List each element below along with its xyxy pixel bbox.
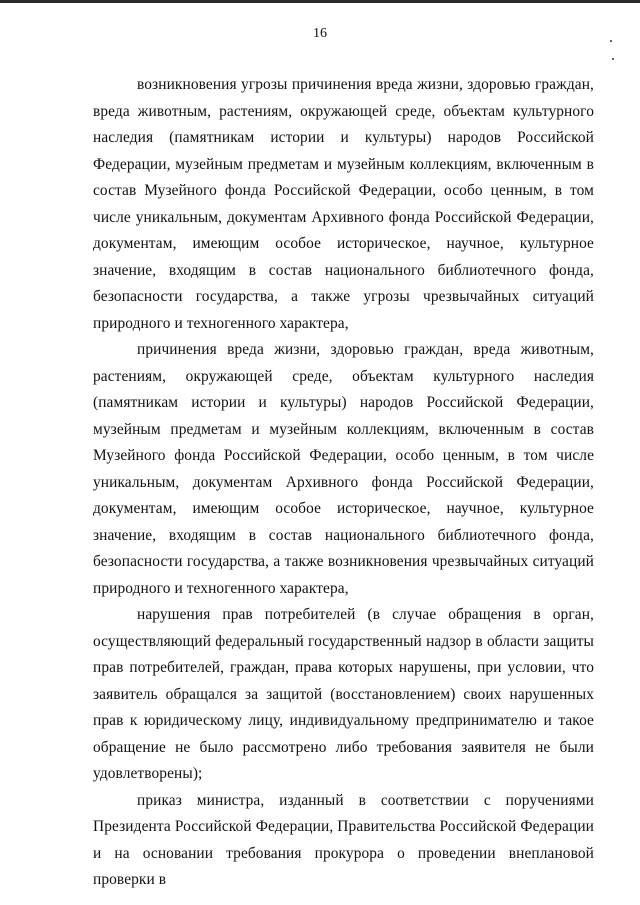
top-border-line <box>0 0 640 3</box>
paragraph-consumer-rights: нарушения прав потребителей (в случае обращения в орган, осуществляющий федеральный государственный надзор в области защиты прав потребителей, граждан, права которых нарушены, при условии, что заявитель обращался за защитой (восстановлением) своих нарушенных прав к юридическому лицу, индивидуальному предпринимателю и такое обращение не было рассмотрено либо требования заявителя не были удовлетворены); <box>93 606 594 782</box>
paragraph-causing-harm: причинения вреда жизни, здоровью граждан, вреда животным, растениям, окружающей среде, объектам культурного наследия (памятникам истории и культуры) народов Российской Федерации, музейным предметам и музейным коллекциям, включенным в состав Музейного фонда Российской Федерации, особо ценным, в том числе уникальным, документам Архивного фонда Российской Федерации, документам, имеющим особое историческое, научное, культурное значение, входящим в состав национального библиотечного фонда, безопасности государства, а также возникновения чрезвычайных ситуаций природного и техногенного характера, <box>93 341 594 597</box>
page-number: 16 <box>313 26 327 41</box>
paragraph-ministerial-order: приказ министра, изданный в соответствии с поручениями Президента Российской Федерации, Правительства Российской Федерации и на основании требования прокурора о проведении внеплановой проверки в <box>93 791 594 888</box>
document-body <box>93 72 594 894</box>
paragraph-threat-of-harm: возникновения угрозы причинения вреда жизни, здоровью граждан, вреда животным, растениям, окружающей среде, объектам культурного наследия (памятникам истории и культуры) народов Российской Федерации, музейным предметам и музейным коллекциям, включенным в состав Музейного фонда Российской Федерации, особо ценным, в том числе уникальным, документам Архивного фонда Российской Федерации, документам, имеющим особое историческое, научное, культурное значение, входящим в состав национального библиотечного фонда, безопасности государства, а также угрозы чрезвычайных ситуаций природного и техногенного характера, <box>93 76 594 332</box>
scan-speck <box>612 58 614 60</box>
